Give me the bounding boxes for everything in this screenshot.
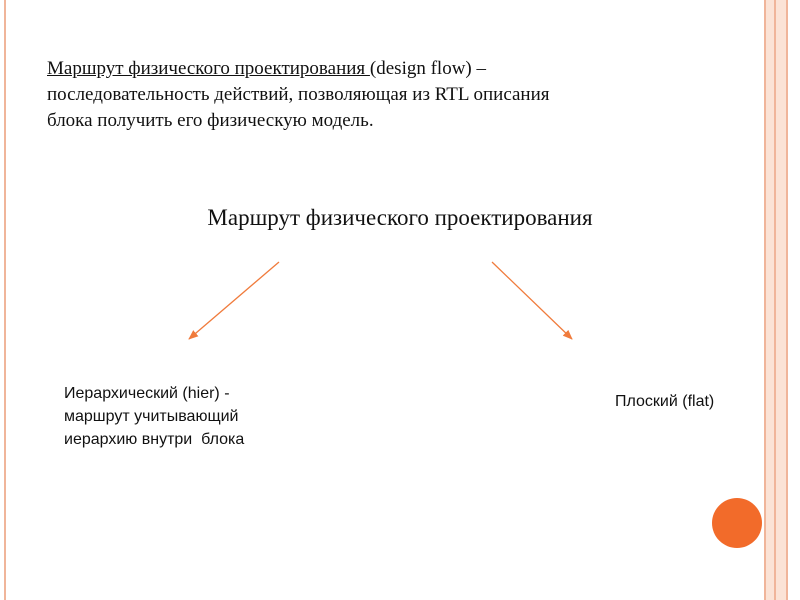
hier-branch-label (64, 382, 304, 451)
orange-circle-decoration (712, 498, 762, 548)
intro-line-3: блока получить его физическую модель. (47, 110, 374, 131)
arrow-to-hier (189, 262, 279, 339)
arrow-to-flat (492, 262, 572, 339)
flat-branch-label: Плоский (flat) (615, 393, 715, 410)
hier-line-2: маршрут учитывающий (64, 408, 239, 425)
intro-line-2: последовательность действий, позволяющая из RTL описания (47, 84, 550, 105)
hier-line-3: иерархию внутри блока (64, 431, 245, 448)
hier-line-1: Иерархический (hier) - (64, 385, 230, 402)
diagram-heading-text: Маршрут физического проектирования (207, 205, 593, 230)
intro-term-translation: (design flow) – (369, 58, 487, 79)
intro-term: Маршрут физического проектирования (47, 58, 370, 79)
